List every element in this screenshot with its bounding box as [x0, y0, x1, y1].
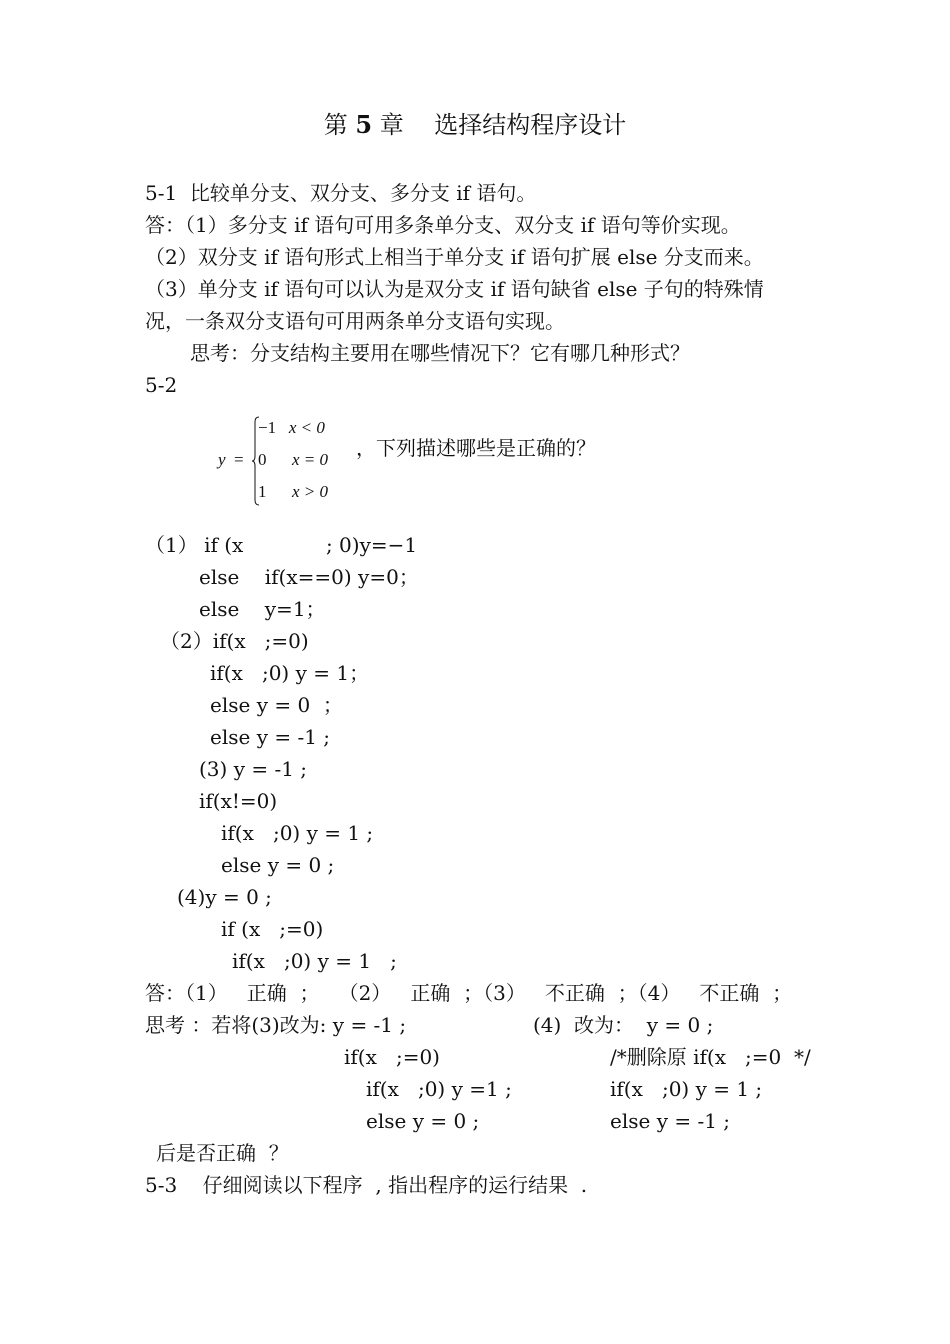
think-5-2-left: 思考 ：若将(3)改为: y = -1 ; [145, 1013, 407, 1037]
think-5-2-right: else y = -1 ; [610, 1109, 731, 1133]
answer-5-1-part-1: 答：（1）多分支 if 语句可用多条单分支、双分支 if 语句等价实现。 [145, 213, 741, 237]
code-line: if (x ;=0) [221, 917, 324, 941]
chapter-title: 第 5 章 选择结构程序设计 [323, 110, 627, 139]
code-line: （2）if(x ;=0) [160, 629, 309, 653]
formula-case-positive: 1 x > 0 [258, 482, 329, 501]
code-line: if(x ;0) y = 1； [210, 661, 370, 685]
think-5-2-right: (4) 改为： y = 0 ; [533, 1013, 714, 1037]
code-line: else y = 0 ; [221, 853, 335, 877]
think-5-2-closing: 后是否正确 ？ [156, 1141, 289, 1165]
code-line: else if(x==0) y=0； [199, 565, 419, 589]
question-5-2-prompt: ，下列描述哪些是正确的？ [356, 436, 596, 460]
code-line: else y = -1 ; [210, 725, 331, 749]
formula-lhs: y [218, 450, 226, 469]
formula-equals: = [234, 450, 244, 469]
question-5-2-label: 5-2 [145, 373, 178, 397]
code-line: else y = 0 ； [210, 693, 343, 717]
code-line: （1） if (x ; 0)y=−1 [145, 533, 418, 557]
think-5-2-right: /*删除原 if(x ;=0 */ [610, 1045, 811, 1069]
question-5-3: 5-3 仔细阅读以下程序 , 指出程序的运行结果 . [145, 1173, 588, 1197]
think-5-2-left: if(x ;0) y =1 ; [366, 1077, 512, 1101]
answer-5-2: 答：（1） 正确 ； （2） 正确 ；（3） 不正确 ；（4） 不正确 ； [145, 981, 793, 1005]
formula-case-negative: −1 x < 0 [258, 418, 325, 437]
answer-5-1-part-2: （2）双分支 if 语句形式上相当于单分支 if 语句扩展 else 分支而来。 [145, 245, 764, 269]
think-5-2-left: if(x ;=0) [344, 1045, 440, 1069]
think-5-2-right: if(x ;0) y = 1 ; [610, 1077, 763, 1101]
code-line: (4)y = 0 ; [177, 885, 272, 909]
piecewise-formula [218, 414, 358, 510]
answer-5-1-part-3: （3）单分支 if 语句可以认为是双分支 if 语句缺省 else 子句的特殊情 [145, 277, 764, 301]
think-5-2-left: else y = 0 ; [366, 1109, 480, 1133]
question-5-1: 5-1 比较单分支、双分支、多分支 if 语句。 [145, 181, 537, 205]
think-5-1: 思考：分支结构主要用在哪些情况下？它有哪几种形式？ [190, 341, 690, 365]
formula-case-zero: 0 x = 0 [258, 450, 329, 469]
code-line: if(x ;0) y = 1 ; [221, 821, 374, 845]
chapter-number: 5 [355, 110, 373, 139]
code-line: if(x ;0) y = 1 ; [232, 949, 397, 973]
code-line: if(x!=0) [199, 789, 278, 813]
code-line: (3) y = -1 ; [199, 757, 308, 781]
code-line: else y=1； [199, 597, 326, 621]
answer-5-1-part-3-cont: 况，一条双分支语句可用两条单分支语句实现。 [145, 309, 565, 333]
